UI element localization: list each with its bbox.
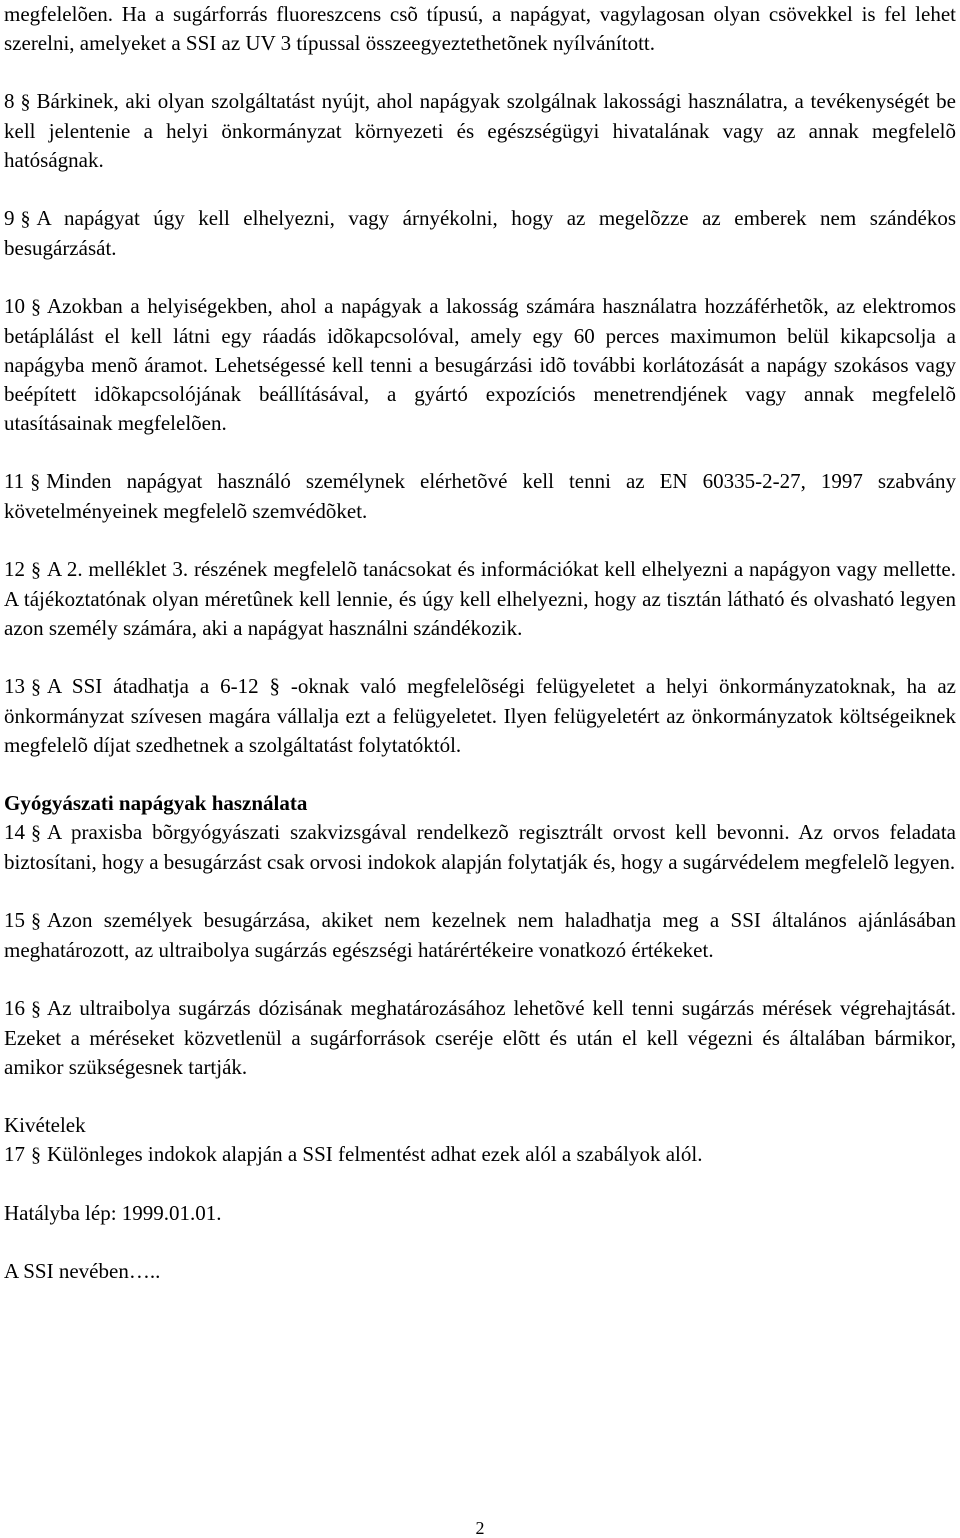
- paragraph-number: 15: [4, 908, 25, 932]
- section-sign-icon: §: [20, 208, 31, 230]
- section-heading-medical: Gyógyászati napágyak használata: [4, 791, 308, 815]
- page-number: 2: [475, 1518, 485, 1538]
- paragraph-8: [4, 87, 956, 175]
- paragraph-text: A SSI átadhatja a 6-12 § -oknak való megfelelõségi felügyeletet a helyi önkormányzatoknak, ha az önkormányzat szívesen magára vállalja ezt a felügyeletet. Ilyen felügyeletért az önkormányzatok költségeiknek megfelelõ díjat szedhetnek a szolgáltatást folytatóktól.: [4, 674, 956, 757]
- paragraph-14: [4, 818, 956, 877]
- paragraph-number: 14: [4, 820, 25, 844]
- paragraph-text: A 2. melléklet 3. részének megfelelõ tanácsokat és információkat kell elhelyezni a napágyon vagy mellette. A tájékoztatónak olyan méretûnek kell lennie, és úgy kell elhelyezni, hogy az tisztán látható és olvasható legyen azon személy számára, aki a napágyat használni szándékozik.: [4, 557, 956, 640]
- paragraph-text: Azon személyek besugárzása, akiket nem kezelnek nem haladhatja meg a SSI általános ajánlásában meghatározott, az ultraibolya sugárzás egészségi határértékeire vonatkozó értékeket.: [4, 908, 956, 962]
- section-sign-icon: §: [31, 676, 41, 698]
- paragraph-number: 16: [4, 996, 25, 1020]
- paragraph-16: [4, 994, 956, 1082]
- paragraph-number: 9: [4, 206, 15, 230]
- paragraph-number: 12: [4, 557, 25, 581]
- paragraph-number: 11: [4, 469, 25, 493]
- section-sign-icon: §: [20, 91, 31, 113]
- paragraph-15: [4, 906, 956, 965]
- paragraph-number: 17: [4, 1142, 25, 1166]
- paragraph-text: Az ultraibolya sugárzás dózisának meghatározásához lehetõvé kell tenni sugárzás mérések végrehajtását. Ezeket a méréseket közvetlenül a sugárforrások cseréje elõtt és után el kell végezni és általában bármikor, amikor szükségesnek tartják.: [4, 996, 956, 1079]
- section-sign-icon: §: [31, 998, 41, 1020]
- section-sign-icon: §: [30, 471, 41, 493]
- paragraph-13: [4, 672, 956, 760]
- paragraph-text: Minden napágyat használó személynek elérhetõvé kell tenni az EN 60335-2-27, 1997 szabvány követelményeinek megfelelõ szemvédõket.: [4, 469, 956, 523]
- document-page: [4, 0, 956, 1286]
- section-sign-icon: §: [31, 1144, 41, 1166]
- signature-line: A SSI nevében…..: [4, 1259, 161, 1283]
- section-sign-icon: §: [31, 559, 41, 581]
- section-heading-exceptions: Kivételek: [4, 1113, 86, 1137]
- section-sign-icon: §: [31, 910, 41, 932]
- paragraph-9: [4, 204, 956, 263]
- paragraph-text: A praxisba bõrgyógyászati szakvizsgával rendelkezõ regisztrált orvost kell bevonni. Az orvos feladata biztosítani, hogy a besugárzást csak orvosi indokok alapján folytatják és, hogy a sugárvédelem megfelelõ legyen.: [4, 820, 956, 874]
- paragraph-text: Különleges indokok alapján a SSI felmentést adhat ezek alól a szabályok alól.: [47, 1142, 703, 1166]
- intro-paragraph: megfelelõen. Ha a sugárforrás fluoreszcens csõ típusú, a napágyat, vagylagosan olyan csövekkel is fel lehet szerelni, amelyeket a SSI az UV 3 típussal összeegyeztethetõnek nyílvánított.: [4, 2, 956, 55]
- paragraph-12: [4, 555, 956, 643]
- section-sign-icon: §: [31, 296, 41, 318]
- paragraph-text: A napágyat úgy kell elhelyezni, vagy árnyékolni, hogy az megelõzze az emberek nem szándékos besugárzását.: [4, 206, 956, 260]
- paragraph-text: Bárkinek, aki olyan szolgáltatást nyújt, ahol napágyak szolgálnak lakossági használatra, a tevékenységét be kell jelentenie a helyi önkormányzat környezeti és egészségügyi hivatalának vagy az annak megfelelõ hatóságnak.: [4, 89, 956, 172]
- paragraph-17: [4, 1140, 956, 1170]
- section-sign-icon: §: [31, 822, 41, 844]
- paragraph-number: 8: [4, 89, 15, 113]
- paragraph-number: 13: [4, 674, 25, 698]
- effective-date: Hatályba lép: 1999.01.01.: [4, 1201, 222, 1225]
- paragraph-10: [4, 292, 956, 438]
- paragraph-11: [4, 467, 956, 526]
- paragraph-text: Azokban a helyiségekben, ahol a napágyak a lakosság számára használatra hozzáférhetõk, az elektromos betáplálást el kell látni egy ráadás idõkapcsolóval, amely egy 60 perces maximumon belül kikapcsolja a napágyba menõ áramot. Lehetségessé kell tenni a besugárzási idõ további korlátozását a napágy szokásos vagy beépített idõkapcsolójának beállításával, a gyártó expozíciós menetrendjének vagy annak megfelelõ utasításainak megfelelõen.: [4, 294, 956, 435]
- paragraph-number: 10: [4, 294, 25, 318]
